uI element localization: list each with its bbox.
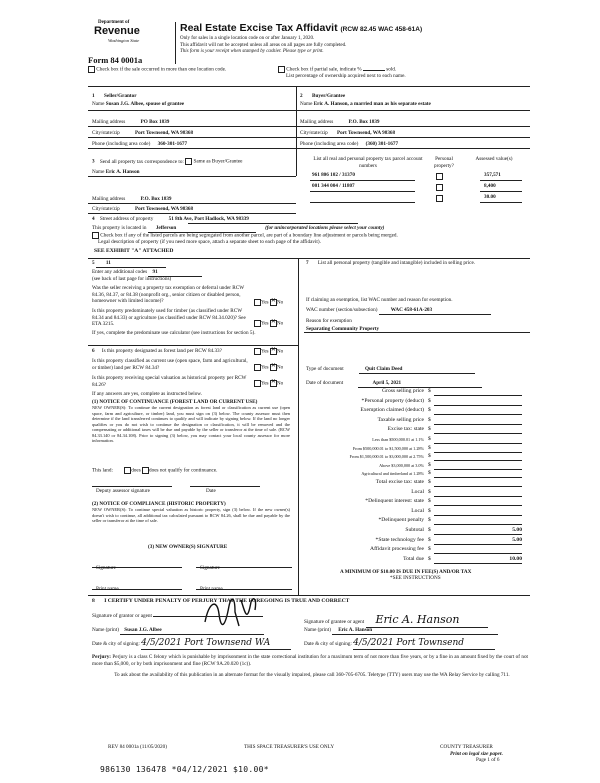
grantor-signature-label: Signature of grantor or agent bbox=[92, 613, 152, 619]
does-not-label: does not qualify for continuance. bbox=[149, 467, 218, 474]
yes-checkbox[interactable] bbox=[254, 348, 261, 355]
tax-row-label: Above $3,000,000 at 3.0% bbox=[379, 462, 424, 468]
yes-label: Yes bbox=[261, 299, 269, 306]
tax-row-value[interactable] bbox=[434, 426, 522, 434]
tax-row-currency: $ bbox=[428, 470, 431, 477]
tax-row-value[interactable] bbox=[434, 517, 522, 525]
tax-row-value[interactable]: 10.00 bbox=[434, 556, 522, 564]
partial-sale-checkbox[interactable] bbox=[278, 66, 285, 73]
buyer-city-value[interactable]: Port Townsend, WA 98368 bbox=[336, 130, 396, 136]
tax-row-value[interactable] bbox=[434, 479, 522, 487]
personal-property-checkbox[interactable] bbox=[436, 195, 443, 202]
instruction-line: Only for sales in a single location code on or after January 1, 2020. bbox=[180, 36, 315, 41]
located-label: This property is located in bbox=[92, 225, 147, 231]
doc-type-label: Type of document bbox=[306, 366, 344, 372]
located-note: (for unincorporated locations please select your county) bbox=[265, 225, 385, 231]
parcel-number[interactable]: 961 806 102 / 31370 bbox=[312, 172, 355, 178]
revision-label: REV 84 0001a (11/05/2020) bbox=[108, 744, 167, 750]
tax-row-currency: $ bbox=[428, 555, 431, 562]
tax-row-currency: $ bbox=[428, 436, 431, 442]
wac-row bbox=[306, 307, 491, 315]
treasurer-stamp: 986130 136478 *04/12/2021 $10.00* bbox=[100, 765, 269, 774]
notice1-title: (1) NOTICE OF CONTINUANCE (FOREST LAND OR CURRENT USE) bbox=[92, 399, 258, 405]
form-number: Form 84 0001a bbox=[88, 55, 143, 65]
section7-num: 7 bbox=[306, 260, 309, 266]
land-qualify-row bbox=[92, 467, 217, 474]
grantor-date-city[interactable]: 4/5/2021 Port Townsend WA bbox=[141, 638, 291, 650]
grantee-date-row bbox=[304, 638, 495, 650]
same-as-buyer-checkbox[interactable] bbox=[185, 158, 192, 165]
buyer-mail-value[interactable]: P.O. Box 1839 bbox=[348, 119, 380, 125]
property-address[interactable]: 51 8th Ave, Port Hadlock, WA 98339 bbox=[168, 216, 249, 222]
grantor-name-label: Name (print) bbox=[92, 627, 119, 633]
tax-row-value[interactable] bbox=[434, 407, 522, 415]
doc-date-row bbox=[306, 380, 482, 388]
grantor-name[interactable]: Susan J.G. Albee bbox=[120, 627, 264, 635]
accessibility-note: To ask about the availability of this publication in an alternate format for the visually impaired, please call 360-705-6705. Teletype (TTY) users may use the WA Relay Service by calling 711. bbox=[114, 672, 510, 678]
parcel-value[interactable]: 8,400 bbox=[484, 183, 496, 189]
tax-row-label: From $1,500,000.01 to $3,000,000 at 2.75% bbox=[349, 454, 424, 460]
tax-row-label: *Personal property (deduct) bbox=[361, 397, 424, 404]
section4-label: Street address of property bbox=[99, 216, 154, 222]
multi-location-row bbox=[88, 66, 226, 73]
partial-sale-label: Check box if partial sale, indicate % bbox=[286, 66, 362, 73]
tax-row-currency: $ bbox=[428, 416, 431, 423]
section3-label: Send all property tax correspondence to: bbox=[99, 158, 184, 165]
grantor-signature-scribble bbox=[195, 592, 265, 630]
parcel-number[interactable]: 001 344 004 / 11807 bbox=[312, 183, 355, 189]
buyer-phone-row bbox=[300, 141, 398, 148]
grantee-name-label: Name (print) bbox=[304, 627, 331, 633]
instruction-line: This affidavit will not be accepted unless all areas on all pages are fully completed. bbox=[180, 42, 347, 48]
grantor-date-label: Date & city of signing: bbox=[92, 641, 140, 647]
tax-row-currency: $ bbox=[428, 388, 431, 394]
yes-checkbox[interactable] bbox=[254, 380, 261, 387]
tax-row-currency: $ bbox=[428, 397, 431, 404]
owner-print-name-label-2: Print name bbox=[200, 586, 223, 592]
doc-date-value[interactable]: April 5, 2021 bbox=[358, 380, 482, 388]
yes-no-row bbox=[254, 299, 283, 306]
tax-row-value[interactable] bbox=[434, 445, 522, 453]
instruction-line: This form is your receipt when stamped by cashier. Please type or print. bbox=[180, 49, 324, 54]
no-checkbox-checked[interactable] bbox=[270, 299, 277, 306]
additional-codes[interactable]: 91 bbox=[148, 269, 202, 277]
yes-label: Yes bbox=[261, 364, 269, 371]
tax-row bbox=[300, 546, 526, 554]
buyer-city-row bbox=[300, 130, 395, 137]
tax-row bbox=[300, 417, 526, 425]
tax-row-currency: $ bbox=[428, 507, 431, 514]
tax-row-currency: $ bbox=[428, 546, 431, 553]
wac-number[interactable]: WAC 458-61A-203 bbox=[379, 307, 491, 315]
tax-row-value[interactable] bbox=[434, 436, 522, 444]
buyer-heading: Buyer/Grantee bbox=[312, 93, 346, 99]
doc-date-label: Date of document bbox=[306, 380, 344, 386]
no-label: No bbox=[276, 348, 284, 355]
section5-num: 5 bbox=[92, 260, 95, 266]
segregated-label: Check box if any of the listed parcels are being segregated from another parcel, are part of a boundary line adjustment or parcels being merged. bbox=[100, 232, 398, 239]
grantee-name-row bbox=[304, 627, 498, 635]
tax-row-label: Subtotal bbox=[405, 527, 424, 533]
parcels-head-1: List all real and personal property tax parcel account numbers bbox=[313, 156, 423, 169]
section3-mail-value[interactable]: P.O. Box 1839 bbox=[140, 196, 172, 202]
yes-label: Yes bbox=[261, 320, 269, 327]
notice1-body: NEW OWNER(S): To continue the current designation as forest land or classification as current use (open space, farm and agriculture, or timber) land, you must sign on (3) below. The county assessor must then determine if the land transferred continues to qualify and will indicate by signing below. If the land no longer qualifies or you do not wish to continue the designation or classification, it will be removed and the compensating or additional taxes will be due and payable by the seller or transferor at the time of sale. (RCW 84.33.140 or 84.34.108). Prior to signing (3) below, you may contact your local county assessor for more information. bbox=[92, 405, 290, 443]
multi-location-label: Check box if the sale occurred in more than one location code. bbox=[96, 66, 227, 73]
tax-row bbox=[300, 426, 526, 434]
dor-logo bbox=[88, 20, 158, 50]
tax-row-label: From $500,000.01 to $1,500,000 at 1.28% bbox=[352, 445, 424, 451]
does-not-checkbox[interactable] bbox=[142, 467, 149, 474]
tax-row-currency: $ bbox=[428, 498, 431, 505]
tax-row-value[interactable] bbox=[434, 546, 522, 554]
additional-codes-label: Enter any additional codes bbox=[92, 269, 148, 275]
tax-row-label: *State technology fee bbox=[375, 536, 424, 543]
tax-row-value[interactable]: 5.00 bbox=[434, 527, 522, 535]
forest-question-row bbox=[92, 348, 222, 355]
buyer-phone-value[interactable]: (360) 301-1677 bbox=[365, 141, 399, 147]
tax-row bbox=[300, 470, 526, 478]
historic-question: Is this property receiving special valuation as historical property per RCW 84.26? bbox=[92, 375, 247, 388]
section5-row bbox=[92, 260, 166, 268]
perjury-notice bbox=[92, 654, 528, 667]
location-code[interactable]: 11 bbox=[96, 260, 166, 268]
buyer-name-row bbox=[300, 101, 431, 108]
section3-mail-row bbox=[92, 196, 172, 203]
legal-description[interactable]: SEE EXHIBIT "A" ATTACHED bbox=[94, 248, 174, 254]
seller-mail-row bbox=[92, 119, 169, 126]
tax-row-currency: $ bbox=[428, 426, 431, 433]
grantor-signature-row bbox=[92, 613, 263, 620]
parcels-head-3: Assessed value(s) bbox=[475, 156, 513, 162]
doc-type-value[interactable]: Quit Claim Deed bbox=[359, 366, 475, 374]
section6-num: 6 bbox=[92, 348, 95, 354]
see-back-note: (see back of last page for instructions) bbox=[92, 276, 172, 282]
seller-name-label: Name bbox=[92, 101, 105, 107]
see-instructions-note: *SEE INSTRUCTIONS bbox=[390, 575, 441, 581]
tax-row bbox=[300, 537, 526, 545]
grantee-signature[interactable]: Eric A. Hanson bbox=[366, 613, 488, 628]
buyer-city-label: City/state/zip bbox=[300, 130, 328, 136]
section3-city-row bbox=[92, 206, 193, 213]
tax-row-value[interactable] bbox=[434, 489, 522, 497]
section3-name-value[interactable]: Eric A. Hanson bbox=[105, 169, 140, 175]
timber-question: Is this property predominately used for timber (as classified under RCW 84.34 and 84.33) or agriculture (as classified under RCW 84.34.020)? See ETA 3215. bbox=[92, 308, 246, 327]
buyer-name-value[interactable]: Eric A. Hanson, a married man as his separate estate bbox=[313, 101, 431, 107]
instructions bbox=[180, 36, 346, 56]
buyer-name-label: Name bbox=[300, 101, 313, 107]
tax-row bbox=[300, 489, 526, 497]
minimum-due-note: A MINIMUM OF $10.00 IS DUE IN FEE(S) AND/OR TAX bbox=[340, 569, 472, 575]
seller-city-row bbox=[92, 130, 193, 137]
located-county[interactable]: Jefferson bbox=[148, 225, 256, 233]
personal-property-checkbox[interactable] bbox=[436, 173, 443, 180]
tax-row-label: Excise tax: state bbox=[387, 426, 424, 433]
seller-mail-value[interactable]: PO Box 1839 bbox=[140, 119, 170, 125]
buyer-mail-label: Mailing address bbox=[300, 119, 334, 125]
tax-row bbox=[300, 436, 526, 444]
grantee-date-label: Date & city of signing: bbox=[304, 641, 352, 647]
segregated-checkbox[interactable] bbox=[92, 232, 99, 239]
tax-row-currency: $ bbox=[428, 479, 431, 485]
no-label: No bbox=[276, 320, 284, 327]
owner-signature-label-2: Signature bbox=[200, 565, 220, 571]
seller-num: 1 bbox=[92, 93, 95, 99]
current-use-question: Is this property classified as current use (open space, farm and agricultural, or timber) land per RCW 84.34? bbox=[92, 358, 248, 371]
seller-city-value[interactable]: Port Townsend, WA 98368 bbox=[134, 130, 194, 136]
buyer-num: 2 bbox=[300, 93, 303, 99]
owner-signature-label: Signature bbox=[96, 565, 116, 571]
section8-num: 8 bbox=[92, 598, 95, 604]
no-checkbox-checked[interactable] bbox=[270, 364, 277, 371]
tax-row bbox=[300, 556, 526, 564]
tax-row-currency: $ bbox=[428, 488, 431, 495]
perjury-text: Perjury is a class C felony which is punishable by imprisonment in the state correctional institution for a maximum term of not more than five years, or by a fine in an amount fixed by the court of not more than $5,000, or by both imprisonment and fine (RCW 9A.20.020 (1c)). bbox=[92, 654, 528, 667]
owner-print-name-label: Print name bbox=[96, 586, 119, 592]
title-ref: (RCW 82.45 WAC 458-61A) bbox=[340, 26, 423, 33]
tax-row-label: Local bbox=[411, 488, 424, 495]
grantee-signature-row bbox=[304, 613, 488, 628]
tax-row bbox=[300, 527, 526, 535]
notice2-body: NEW OWNER(S): To continue special valuation as historic property, sign (3) below. If the new owner(s) doesn't wish to continue, all additional tax calculated pursuant to RCW 84.26, shall be due and payable by the seller or transferor at the time of sale. bbox=[92, 507, 290, 523]
tax-row-label: Total excise tax: state bbox=[375, 479, 424, 485]
tax-row-value[interactable] bbox=[434, 388, 522, 396]
wac-label: WAC number (section/subsection) bbox=[306, 307, 378, 313]
section7-label: List all personal property (tangible and intangible) included in selling price. bbox=[317, 260, 476, 266]
tax-row-value[interactable]: 5.00 bbox=[434, 537, 522, 545]
tax-row-value[interactable] bbox=[434, 417, 522, 425]
tax-row-currency: $ bbox=[428, 517, 431, 524]
yes-no-row bbox=[254, 380, 283, 387]
parcel-value[interactable]: 357,571 bbox=[484, 172, 501, 178]
deputy-date-label: Date bbox=[206, 488, 216, 494]
tax-row-label: Exemption claimed (deduct) bbox=[360, 407, 424, 414]
tax-row bbox=[300, 498, 526, 506]
tax-row-value[interactable] bbox=[434, 453, 522, 461]
yes-checkbox[interactable] bbox=[254, 320, 261, 327]
tax-row bbox=[300, 398, 526, 406]
section7-row bbox=[306, 260, 526, 267]
reason-label: Reason for exemption bbox=[306, 318, 352, 324]
legal-description-label: Legal description of property (if you need more space, attach a separate sheet to each page of the affidavit). bbox=[98, 239, 321, 245]
no-label: No bbox=[276, 299, 284, 306]
yes-label: Yes bbox=[261, 380, 269, 387]
exemption-claim-label: If claiming an exemption, list WAC number and reason for exemption. bbox=[306, 297, 453, 303]
parcel-value[interactable]: 30.00 bbox=[484, 194, 496, 200]
yes-checkbox[interactable] bbox=[254, 364, 261, 371]
partial-sale-percent-field[interactable] bbox=[363, 70, 385, 71]
does-label: does bbox=[131, 467, 141, 474]
yes-no-row bbox=[254, 320, 283, 327]
tax-row-currency: $ bbox=[428, 461, 431, 468]
tax-row-value[interactable] bbox=[434, 470, 522, 478]
certify-statement: I CERTIFY UNDER PENALTY OF PERJURY THAT THE FOREGOING IS TRUE AND CORRECT bbox=[104, 598, 350, 604]
land-label: This land: bbox=[92, 467, 113, 474]
section3-name-label: Name bbox=[92, 169, 105, 175]
grantor-date-row bbox=[92, 638, 291, 650]
grantor-name-row bbox=[92, 627, 264, 635]
tax-row-label: *Delinquent penalty bbox=[378, 517, 424, 524]
buyer-phone-label: Phone (including area code) bbox=[300, 141, 359, 147]
tax-row-label: Gross selling price bbox=[382, 388, 424, 394]
tax-row-label: Taxable selling price bbox=[377, 416, 424, 423]
seller-phone-value[interactable]: 360-301-1677 bbox=[157, 141, 188, 147]
section3-city-label: City/state/zip bbox=[92, 206, 120, 212]
no-checkbox-checked[interactable] bbox=[270, 320, 277, 327]
seller-phone-row bbox=[92, 141, 187, 148]
tax-row-value[interactable] bbox=[434, 508, 522, 516]
grantee-name[interactable]: Eric A. Hanson bbox=[332, 627, 498, 635]
no-label: No bbox=[276, 364, 284, 371]
tax-row-currency: $ bbox=[428, 536, 431, 543]
seller-phone-label: Phone (including area code) bbox=[92, 141, 151, 147]
section3-row bbox=[92, 158, 242, 165]
section3-mail-label: Mailing address bbox=[92, 196, 126, 202]
no-checkbox-checked[interactable] bbox=[270, 380, 277, 387]
partial-sale-sold: sold. bbox=[386, 66, 397, 73]
section4-row bbox=[92, 216, 249, 223]
doc-type-row bbox=[306, 366, 475, 374]
grantee-date-city[interactable]: 4/5/2021 Port Townsend bbox=[353, 638, 495, 650]
tax-row bbox=[300, 508, 526, 516]
answer-note: If any answers are yes, complete as instructed below. bbox=[92, 391, 203, 397]
exemption-reason[interactable]: Separating Community Property bbox=[306, 326, 380, 332]
grantor-signature-field[interactable] bbox=[153, 616, 263, 617]
same-as-buyer-label: Same as Buyer/Grantee bbox=[193, 158, 243, 165]
tax-row bbox=[300, 479, 526, 487]
section3-name-row bbox=[92, 169, 140, 176]
tax-row-currency: $ bbox=[428, 444, 431, 451]
deputy-signature-label: Deputy assessor signature bbox=[96, 488, 150, 494]
seller-heading: Seller/Grantor bbox=[104, 93, 137, 99]
tax-row bbox=[300, 388, 526, 396]
buyer-mail-row bbox=[300, 119, 380, 126]
yes-no-row bbox=[254, 364, 283, 371]
seller-mail-label: Mailing address bbox=[92, 119, 126, 125]
tax-row-currency: $ bbox=[428, 527, 431, 533]
forest-question: Is this property designated as forest land per RCW 84.33? bbox=[101, 348, 222, 354]
grantee-signature-label: Signature of grantee or agent bbox=[304, 619, 365, 625]
exemption-question: Was the seller receiving a property tax exemption or deferral under RCW 84.36, 84.37, or 84.38 (nonprofit org., senior citizen or disabled person, homeowner with limited income)? bbox=[92, 285, 245, 304]
yes-checkbox[interactable] bbox=[254, 299, 261, 306]
tax-row bbox=[300, 517, 526, 525]
tax-row bbox=[300, 453, 526, 461]
section4-num: 4 bbox=[92, 216, 95, 222]
tax-row-currency: $ bbox=[428, 453, 431, 460]
no-checkbox-checked[interactable] bbox=[270, 348, 277, 355]
section3-city-value[interactable]: Port Townsend, WA 98368 bbox=[134, 206, 194, 212]
tax-row bbox=[300, 445, 526, 453]
ownership-note: List percentage of ownership acquired next to each name. bbox=[286, 73, 406, 79]
tax-row-label: Local bbox=[411, 507, 424, 514]
personal-property-checkbox[interactable] bbox=[436, 184, 443, 191]
tax-row-label: Total due bbox=[403, 555, 424, 562]
title-text: Real Estate Excise Tax Affidavit bbox=[180, 22, 338, 34]
county-treasurer-label: COUNTY TREASURER bbox=[440, 744, 493, 750]
treasurer-use-label: THIS SPACE TREASURER'S USE ONLY bbox=[244, 744, 335, 750]
tax-row bbox=[300, 407, 526, 415]
tax-row-label: Less than $500,000.01 at 1.1% bbox=[372, 437, 424, 442]
predominate-use-note: If yes, complete the predominate use calculator (see instructions for section 5). bbox=[92, 330, 256, 336]
tax-row-label: Agricultural and timberland at 1.28% bbox=[361, 471, 424, 477]
section3-num: 3 bbox=[92, 158, 95, 165]
yes-label: Yes bbox=[261, 348, 269, 355]
multi-location-checkbox[interactable] bbox=[88, 66, 95, 73]
page-title bbox=[180, 22, 422, 35]
seller-name-row bbox=[92, 101, 184, 108]
tax-row bbox=[300, 462, 526, 470]
tax-row-label: Affidavit processing fee bbox=[370, 546, 424, 553]
new-owner-sig-title: (3) NEW OWNER(S) SIGNATURE bbox=[148, 544, 228, 550]
seller-city-label: City/state/zip bbox=[92, 130, 120, 136]
tax-row-label: *Delinquent interest: state bbox=[365, 498, 424, 505]
tax-row-value[interactable] bbox=[434, 398, 522, 406]
notice2-title: (2) NOTICE OF COMPLIANCE (HISTORIC PROPERTY) bbox=[92, 501, 226, 507]
no-label: No bbox=[276, 380, 284, 387]
parcels-head-2: Personal property? bbox=[434, 156, 454, 169]
legal-paper-note: Print on legal size paper. bbox=[450, 751, 503, 757]
tax-row-currency: $ bbox=[428, 407, 431, 414]
yes-no-row bbox=[254, 348, 283, 355]
logo-line-3: Washington State bbox=[108, 38, 140, 43]
page-number: Page 1 of 6 bbox=[476, 757, 500, 763]
seller-name-value[interactable]: Susan J.G. Albee, spouse of grantee bbox=[105, 101, 185, 107]
tax-row-value[interactable] bbox=[434, 462, 522, 470]
tax-row-value[interactable] bbox=[434, 498, 522, 506]
logo-line-1: Department of bbox=[98, 20, 130, 25]
perjury-label: Perjury: bbox=[92, 654, 112, 660]
logo-line-2: Revenue bbox=[94, 25, 140, 37]
